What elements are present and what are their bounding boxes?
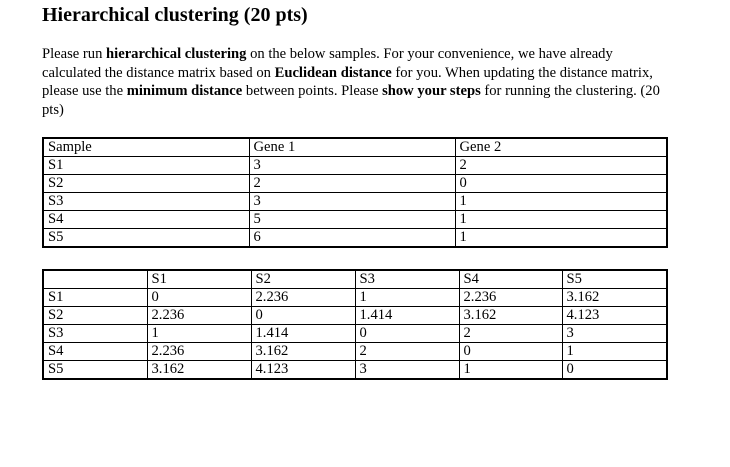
table-cell: 2.236 bbox=[147, 343, 251, 361]
table-row bbox=[43, 229, 667, 248]
table-cell: S4 bbox=[43, 343, 147, 361]
table-cell: 2 bbox=[459, 325, 562, 343]
table-cell: 2 bbox=[455, 157, 667, 175]
table-cell: 1 bbox=[147, 325, 251, 343]
intro-text-3: for you. When updating the distance matrix, please use the bbox=[42, 64, 653, 99]
table-cell: S1 bbox=[43, 157, 249, 175]
header-cell: S4 bbox=[459, 270, 562, 289]
table-cell: 2.236 bbox=[251, 289, 355, 307]
table-cell: 1 bbox=[459, 361, 562, 380]
table-row bbox=[43, 361, 667, 380]
table-cell: 3.162 bbox=[147, 361, 251, 380]
table-header-row bbox=[43, 270, 667, 289]
table-header-row bbox=[43, 138, 667, 157]
page-title: Hierarchical clustering (20 pts) bbox=[42, 4, 308, 26]
intro-text-4: between points. Please bbox=[242, 83, 383, 99]
intro-bold-4: show your steps bbox=[382, 83, 481, 99]
header-cell: Gene 2 bbox=[455, 138, 667, 157]
table-cell: 3 bbox=[355, 361, 459, 380]
table-cell: 0 bbox=[147, 289, 251, 307]
table-cell: 4.123 bbox=[562, 307, 667, 325]
table-row bbox=[43, 307, 667, 325]
intro-text-5: for running the clustering. (20 pts) bbox=[42, 83, 660, 118]
table-cell: 1 bbox=[355, 289, 459, 307]
table-cell: 6 bbox=[249, 229, 455, 248]
table-row bbox=[43, 325, 667, 343]
table-cell: 0 bbox=[355, 325, 459, 343]
table-cell: 3 bbox=[249, 193, 455, 211]
table-cell: 0 bbox=[562, 361, 667, 380]
intro-text-1: Please run bbox=[42, 46, 107, 62]
table-cell: 1 bbox=[562, 343, 667, 361]
header-cell: S5 bbox=[562, 270, 667, 289]
table-row bbox=[43, 289, 667, 307]
table-cell: 3 bbox=[562, 325, 667, 343]
table-cell: 0 bbox=[251, 307, 355, 325]
table-cell: S4 bbox=[43, 211, 249, 229]
distance-matrix-table bbox=[42, 269, 668, 380]
table-cell: S5 bbox=[43, 361, 147, 380]
table-row bbox=[43, 343, 667, 361]
table-row bbox=[43, 211, 667, 229]
table-cell: 2 bbox=[249, 175, 455, 193]
table-cell: 2 bbox=[355, 343, 459, 361]
intro-bold-2: Euclidean distance bbox=[274, 64, 392, 81]
table-cell: S2 bbox=[43, 175, 249, 193]
table-cell: S1 bbox=[43, 289, 147, 307]
table-cell: 5 bbox=[249, 211, 455, 229]
table-cell: 3.162 bbox=[251, 343, 355, 361]
table-cell: 0 bbox=[455, 175, 667, 193]
table-cell: 2.236 bbox=[459, 289, 562, 307]
table-cell: 1 bbox=[455, 229, 667, 248]
table-cell: 1.414 bbox=[251, 325, 355, 343]
header-cell bbox=[43, 270, 147, 289]
table-cell: 2.236 bbox=[147, 307, 251, 325]
table-cell: 0 bbox=[459, 343, 562, 361]
table-cell: S3 bbox=[43, 325, 147, 343]
table-row bbox=[43, 175, 667, 193]
table-cell: S3 bbox=[43, 193, 249, 211]
table-row bbox=[43, 193, 667, 211]
table-cell: 3.162 bbox=[459, 307, 562, 325]
header-cell: Sample bbox=[43, 138, 249, 157]
header-cell: Gene 1 bbox=[249, 138, 455, 157]
header-cell: S2 bbox=[251, 270, 355, 289]
intro-bold-1: hierarchical clustering bbox=[106, 46, 247, 62]
table-cell: 1 bbox=[455, 211, 667, 229]
table-cell: S2 bbox=[43, 307, 147, 325]
intro-text-2: on the below samples. For your convenience, we have already calculated the distance matrix based on bbox=[42, 46, 613, 81]
table-cell: 4.123 bbox=[251, 361, 355, 380]
header-cell: S1 bbox=[147, 270, 251, 289]
instructions-paragraph bbox=[42, 45, 672, 119]
table-cell: 1.414 bbox=[355, 307, 459, 325]
table-row bbox=[43, 157, 667, 175]
samples-table bbox=[42, 137, 668, 248]
header-cell: S3 bbox=[355, 270, 459, 289]
table-cell: S5 bbox=[43, 229, 249, 248]
intro-bold-3: minimum distance bbox=[126, 83, 243, 99]
table-cell: 3.162 bbox=[562, 289, 667, 307]
table-cell: 3 bbox=[249, 157, 455, 175]
table-cell: 1 bbox=[455, 193, 667, 211]
